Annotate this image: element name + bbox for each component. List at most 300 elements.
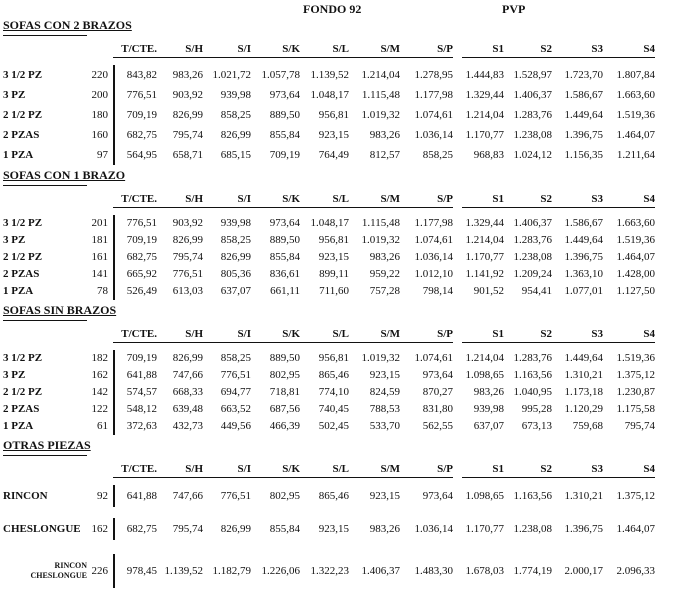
row-value: 901,52 — [473, 285, 504, 297]
row-size: 97 — [97, 149, 108, 161]
table-row — [3, 249, 673, 266]
row-label — [3, 283, 87, 300]
row-label-line: CHESLONGUE — [3, 523, 81, 535]
row-value: 1.406,37 — [513, 89, 552, 101]
section-rows — [3, 485, 673, 588]
row-value: 824,59 — [369, 386, 400, 398]
row-label — [3, 418, 87, 435]
row-value: 865,46 — [318, 369, 349, 381]
row-value: 1.173,18 — [564, 386, 603, 398]
column-header: S/H — [157, 192, 203, 208]
column-header: S/L — [300, 327, 349, 343]
row-size: 61 — [97, 420, 108, 432]
row-value: 1.098,65 — [465, 490, 504, 502]
row-value: 1.519,36 — [616, 352, 655, 364]
column-gap — [453, 266, 462, 283]
row-value: 995,28 — [521, 403, 552, 415]
row-value: 858,25 — [220, 109, 251, 121]
row-value: 826,99 — [220, 251, 251, 263]
row-value: 1.444,83 — [465, 69, 504, 81]
row-value: 1.528,97 — [513, 69, 552, 81]
row-value: 764,49 — [318, 149, 349, 161]
row-value: 1.170,77 — [465, 129, 504, 141]
row-label-line: RINCON — [54, 561, 87, 570]
row-value: 1.238,08 — [513, 523, 552, 535]
row-value: 923,15 — [369, 490, 400, 502]
row-value: 1.449,64 — [564, 109, 603, 121]
column-header-row — [3, 42, 673, 58]
row-label-line: RINCON — [3, 490, 48, 502]
column-header: S/M — [349, 42, 400, 58]
row-label-line: 2 PZAS — [3, 268, 40, 280]
row-value: 1.163,56 — [513, 369, 552, 381]
row-value: 682,75 — [113, 518, 157, 540]
row-label — [3, 367, 87, 384]
row-value: 1.238,08 — [513, 251, 552, 263]
row-value: 1.449,64 — [564, 352, 603, 364]
row-value: 1.310,21 — [564, 369, 603, 381]
row-value: 747,66 — [172, 490, 203, 502]
row-value: 1.019,32 — [361, 109, 400, 121]
row-value: 805,36 — [220, 268, 251, 280]
row-value: 788,53 — [369, 403, 400, 415]
column-header: T/CTE. — [113, 462, 157, 478]
column-header: S4 — [603, 42, 655, 58]
header-label-spacer — [3, 192, 87, 208]
row-value: 1.406,37 — [513, 217, 552, 229]
row-size: 180 — [91, 109, 108, 121]
row-size: 182 — [91, 352, 108, 364]
row-value: 802,95 — [269, 490, 300, 502]
row-label-line: CHESLONGUE — [30, 571, 87, 580]
column-header: S/L — [300, 192, 349, 208]
row-size: 162 — [91, 523, 108, 535]
row-label — [3, 105, 87, 125]
section-rows — [3, 65, 673, 165]
table-row — [3, 485, 673, 507]
row-label-line: 1 PZA — [3, 420, 34, 432]
column-header: S/I — [203, 462, 251, 478]
row-value: 1.074,61 — [414, 352, 453, 364]
row-value: 889,50 — [269, 352, 300, 364]
table-row — [3, 418, 673, 435]
row-value: 1.019,32 — [361, 234, 400, 246]
column-header-row — [3, 192, 673, 208]
column-gap — [453, 65, 462, 85]
row-value: 641,88 — [113, 485, 157, 507]
section-title: SOFAS CON 1 BRAZO — [3, 168, 126, 182]
section — [3, 303, 673, 435]
column-header: S/M — [349, 462, 400, 478]
row-value: 740,45 — [318, 403, 349, 415]
table-row — [3, 65, 673, 85]
row-value: 759,68 — [572, 420, 603, 432]
table-row — [3, 554, 673, 588]
column-gap — [453, 367, 462, 384]
column-header: S/K — [251, 42, 300, 58]
section-heading — [3, 438, 91, 456]
row-value: 709,19 — [269, 149, 300, 161]
row-value: 983,26 — [369, 251, 400, 263]
column-header: S4 — [603, 462, 655, 478]
row-value: 843,82 — [113, 65, 157, 85]
row-value: 685,15 — [220, 149, 251, 161]
row-value: 795,74 — [172, 129, 203, 141]
row-value: 1.177,98 — [414, 89, 453, 101]
row-value: 1.040,95 — [513, 386, 552, 398]
row-value: 798,14 — [422, 285, 453, 297]
row-value: 1.024,12 — [513, 149, 552, 161]
row-value: 663,52 — [220, 403, 251, 415]
row-value: 449,56 — [220, 420, 251, 432]
row-value: 665,92 — [113, 266, 157, 283]
column-header: S3 — [552, 327, 603, 343]
row-value: 1.283,76 — [513, 352, 552, 364]
row-value: 1.464,07 — [616, 523, 655, 535]
row-label-line: 1 PZA — [3, 285, 34, 297]
row-value: 776,51 — [220, 490, 251, 502]
row-value: 1.019,32 — [361, 352, 400, 364]
row-value: 978,45 — [113, 554, 157, 588]
row-value: 973,64 — [422, 490, 453, 502]
column-header: T/CTE. — [113, 192, 157, 208]
row-label — [3, 232, 87, 249]
section-rows — [3, 350, 673, 435]
column-header: T/CTE. — [113, 327, 157, 343]
row-label — [3, 518, 87, 540]
column-gap — [453, 105, 462, 125]
row-value: 983,26 — [172, 69, 203, 81]
row-value: 1.464,07 — [616, 251, 655, 263]
row-label — [3, 215, 87, 232]
row-value: 526,49 — [113, 283, 157, 300]
row-value: 889,50 — [269, 109, 300, 121]
section-heading — [3, 168, 126, 186]
row-value: 709,19 — [113, 232, 157, 249]
row-value: 870,27 — [422, 386, 453, 398]
row-label-line: 2 PZAS — [3, 129, 40, 141]
row-value: 747,66 — [172, 369, 203, 381]
row-value: 711,60 — [319, 285, 349, 297]
column-gap — [453, 85, 462, 105]
row-label-line: 3 1/2 PZ — [3, 69, 43, 81]
column-header: S3 — [552, 42, 603, 58]
column-gap — [453, 215, 462, 232]
header-size-spacer — [87, 462, 113, 478]
row-value: 2.000,17 — [564, 565, 603, 577]
row-value: 1.170,77 — [465, 523, 504, 535]
row-value: 1.057,78 — [261, 69, 300, 81]
column-header: S/L — [300, 462, 349, 478]
row-value: 826,99 — [172, 234, 203, 246]
row-value: 1.278,95 — [414, 69, 453, 81]
row-value: 1.663,60 — [616, 217, 655, 229]
table-row — [3, 105, 673, 125]
row-value: 858,25 — [220, 234, 251, 246]
column-gap — [453, 485, 462, 507]
row-value: 548,12 — [113, 401, 157, 418]
row-value: 956,81 — [318, 352, 349, 364]
row-label-line: 2 1/2 PZ — [3, 386, 43, 398]
row-label — [3, 485, 87, 507]
row-label — [3, 554, 87, 588]
row-size: 78 — [97, 285, 108, 297]
row-label — [3, 145, 87, 165]
row-value: 968,83 — [473, 149, 504, 161]
column-gap — [453, 401, 462, 418]
column-header: S3 — [552, 192, 603, 208]
table-row — [3, 266, 673, 283]
section-heading — [3, 303, 117, 321]
column-header: S1 — [462, 462, 504, 478]
sections-container — [3, 18, 673, 588]
row-value: 1.077,01 — [564, 285, 603, 297]
row-value: 1.406,37 — [361, 565, 400, 577]
row-value: 956,81 — [318, 234, 349, 246]
row-value: 939,98 — [473, 403, 504, 415]
row-value: 533,70 — [369, 420, 400, 432]
column-header: S/H — [157, 42, 203, 58]
column-header: S/P — [400, 462, 453, 478]
group-header-row — [3, 2, 673, 15]
row-value: 983,26 — [369, 523, 400, 535]
row-value: 855,84 — [269, 129, 300, 141]
row-value: 1.021,72 — [212, 69, 251, 81]
row-value: 1.322,23 — [310, 565, 349, 577]
fondo-group-header: FONDO 92 — [303, 2, 362, 16]
row-value: 1.214,04 — [465, 352, 504, 364]
header-size-spacer — [87, 327, 113, 343]
row-value: 1.678,03 — [465, 565, 504, 577]
row-value: 983,26 — [369, 129, 400, 141]
row-value: 1.048,17 — [310, 217, 349, 229]
row-value: 1.375,12 — [616, 490, 655, 502]
header-label-spacer — [3, 42, 87, 58]
row-value: 574,57 — [113, 384, 157, 401]
column-gap — [453, 462, 462, 478]
row-value: 1.449,64 — [564, 234, 603, 246]
column-gap — [453, 192, 462, 208]
row-size: 161 — [91, 251, 108, 263]
row-value: 1.170,77 — [465, 251, 504, 263]
row-label-line: 3 PZ — [3, 369, 26, 381]
table-row — [3, 125, 673, 145]
section-rows — [3, 215, 673, 300]
row-value: 795,74 — [624, 420, 655, 432]
row-value: 1.127,50 — [616, 285, 655, 297]
row-value: 774,10 — [318, 386, 349, 398]
section-heading — [3, 18, 132, 36]
row-value: 903,92 — [172, 89, 203, 101]
column-header: S/H — [157, 327, 203, 343]
row-value: 1.774,19 — [513, 565, 552, 577]
row-value: 1.098,65 — [465, 369, 504, 381]
row-value: 858,25 — [422, 149, 453, 161]
row-value: 983,26 — [473, 386, 504, 398]
row-value: 831,80 — [422, 403, 453, 415]
column-header: S/M — [349, 327, 400, 343]
row-value: 1.209,24 — [513, 268, 552, 280]
row-value: 641,88 — [113, 367, 157, 384]
row-size: 200 — [91, 89, 108, 101]
row-value: 1.329,44 — [465, 89, 504, 101]
column-gap — [453, 327, 462, 343]
row-value: 1.182,79 — [212, 565, 251, 577]
row-value: 1.048,17 — [310, 89, 349, 101]
row-value: 1.177,98 — [414, 217, 453, 229]
row-value: 432,73 — [172, 420, 203, 432]
row-value: 2.096,33 — [616, 565, 655, 577]
column-gap — [453, 283, 462, 300]
section — [3, 168, 673, 300]
row-value: 826,99 — [172, 109, 203, 121]
row-value: 1.283,76 — [513, 109, 552, 121]
column-header: S3 — [552, 462, 603, 478]
header-size-spacer — [87, 192, 113, 208]
row-value: 1.163,56 — [513, 490, 552, 502]
row-size: 162 — [91, 369, 108, 381]
row-size: 226 — [91, 565, 108, 577]
section-title: SOFAS CON 2 BRAZOS — [3, 18, 132, 32]
row-value: 1.396,75 — [564, 523, 603, 535]
row-value: 1.211,64 — [616, 149, 655, 161]
row-value: 865,46 — [318, 490, 349, 502]
row-value: 1.214,04 — [361, 69, 400, 81]
column-header: S/L — [300, 42, 349, 58]
column-header: S2 — [504, 192, 552, 208]
row-value: 694,77 — [220, 386, 251, 398]
row-size: 141 — [91, 268, 108, 280]
pvp-group-header: PVP — [502, 2, 526, 16]
row-value: 939,98 — [220, 89, 251, 101]
row-value: 1.663,60 — [616, 89, 655, 101]
column-header-row — [3, 462, 673, 478]
column-gap — [453, 350, 462, 367]
row-value: 802,95 — [269, 369, 300, 381]
row-value: 613,03 — [172, 285, 203, 297]
row-value: 1.363,10 — [564, 268, 603, 280]
column-header: S/I — [203, 192, 251, 208]
table-row — [3, 232, 673, 249]
column-header: S4 — [603, 327, 655, 343]
row-label-line: 3 PZ — [3, 89, 26, 101]
table-row — [3, 367, 673, 384]
row-value: 1.283,76 — [513, 234, 552, 246]
row-value: 1.329,44 — [465, 217, 504, 229]
row-value: 1.723,70 — [564, 69, 603, 81]
column-header: S/K — [251, 327, 300, 343]
row-value: 1.156,35 — [564, 149, 603, 161]
section — [3, 18, 673, 165]
row-label — [3, 266, 87, 283]
row-value: 959,22 — [369, 268, 400, 280]
column-header: S2 — [504, 462, 552, 478]
row-value: 1.428,00 — [616, 268, 655, 280]
row-value: 923,15 — [318, 251, 349, 263]
row-value: 1.238,08 — [513, 129, 552, 141]
row-value: 1.226,06 — [261, 565, 300, 577]
column-gap — [453, 554, 462, 588]
row-value: 923,15 — [318, 523, 349, 535]
row-value: 1.586,67 — [564, 89, 603, 101]
section-title: OTRAS PIEZAS — [3, 438, 91, 452]
column-gap — [453, 384, 462, 401]
column-header: S2 — [504, 327, 552, 343]
row-label — [3, 384, 87, 401]
row-value: 776,51 — [172, 268, 203, 280]
row-value: 1.141,92 — [465, 268, 504, 280]
row-size: 220 — [91, 69, 108, 81]
row-value: 836,61 — [269, 268, 300, 280]
row-value: 973,64 — [422, 369, 453, 381]
column-header: S/K — [251, 192, 300, 208]
row-value: 682,75 — [113, 249, 157, 266]
row-value: 718,81 — [269, 386, 300, 398]
row-value: 1.396,75 — [564, 129, 603, 141]
row-value: 709,19 — [113, 350, 157, 367]
row-value: 899,11 — [319, 268, 349, 280]
row-value: 502,45 — [318, 420, 349, 432]
table-row — [3, 283, 673, 300]
row-value: 826,99 — [172, 352, 203, 364]
row-label-line: 2 1/2 PZ — [3, 251, 43, 263]
row-value: 637,07 — [220, 285, 251, 297]
row-value: 1.464,07 — [616, 129, 655, 141]
row-value: 1.036,14 — [414, 129, 453, 141]
row-value: 776,51 — [113, 215, 157, 232]
table-row — [3, 85, 673, 105]
row-value: 673,13 — [521, 420, 552, 432]
row-value: 973,64 — [269, 217, 300, 229]
row-label — [3, 65, 87, 85]
column-header: S/P — [400, 327, 453, 343]
row-value: 637,07 — [473, 420, 504, 432]
table-row — [3, 384, 673, 401]
row-value: 661,11 — [270, 285, 300, 297]
row-value: 668,33 — [172, 386, 203, 398]
row-label — [3, 401, 87, 418]
column-header: S/H — [157, 462, 203, 478]
row-value: 1.807,84 — [616, 69, 655, 81]
row-value: 889,50 — [269, 234, 300, 246]
column-header: S2 — [504, 42, 552, 58]
row-value: 903,92 — [172, 217, 203, 229]
row-value: 826,99 — [220, 523, 251, 535]
row-size: 160 — [91, 129, 108, 141]
column-gap — [453, 232, 462, 249]
row-value: 855,84 — [269, 523, 300, 535]
row-value: 466,39 — [269, 420, 300, 432]
row-value: 1.519,36 — [616, 234, 655, 246]
row-value: 939,98 — [220, 217, 251, 229]
row-value: 1.230,87 — [616, 386, 655, 398]
row-value: 1.074,61 — [414, 234, 453, 246]
header-size-spacer — [87, 42, 113, 58]
column-gap — [453, 518, 462, 540]
section — [3, 438, 673, 588]
column-gap — [453, 145, 462, 165]
row-label-line: 2 1/2 PZ — [3, 109, 43, 121]
column-header: T/CTE. — [113, 42, 157, 58]
row-value: 658,71 — [172, 149, 203, 161]
row-value: 1.375,12 — [616, 369, 655, 381]
row-value: 639,48 — [172, 403, 203, 415]
row-label-line: 1 PZA — [3, 149, 34, 161]
row-value: 812,57 — [369, 149, 400, 161]
section-title: SOFAS SIN BRAZOS — [3, 303, 117, 317]
column-header: S4 — [603, 192, 655, 208]
row-value: 973,64 — [269, 89, 300, 101]
